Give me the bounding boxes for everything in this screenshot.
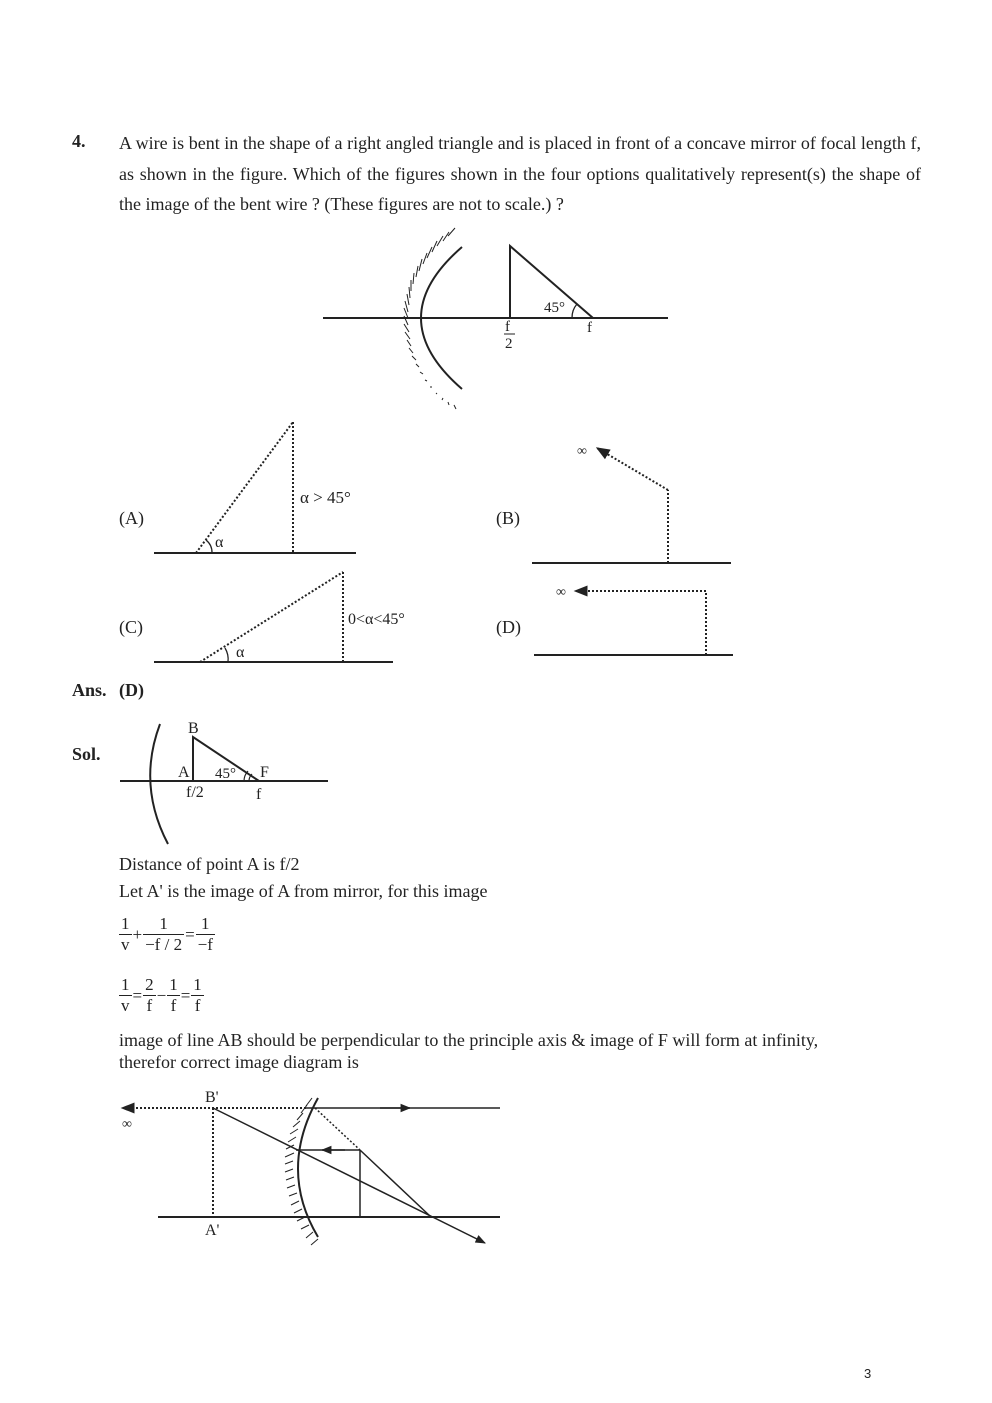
fig2-label-b-prime: B': [205, 1089, 219, 1106]
option-a-alpha: α: [215, 534, 224, 551]
angle-label: 45°: [544, 300, 565, 316]
option-c-label: (C): [119, 617, 143, 637]
option-b-infinity: ∞: [577, 444, 587, 459]
f-half-denominator: 2: [505, 336, 513, 352]
equation-2: [119, 975, 204, 1016]
sol-angle: 45°: [215, 766, 236, 782]
eq1-den-3: −f: [197, 935, 213, 954]
sol-label-f: f: [256, 786, 262, 803]
angle-arc: [572, 304, 577, 318]
eq2-den-1: v: [121, 996, 130, 1015]
solution-line-1: Distance of point A is f/2: [119, 854, 300, 874]
solution-line-2: Let A' is the image of A from mirror, for this image: [119, 881, 488, 901]
option-d-label: (D): [496, 617, 521, 637]
sol-label-a: A: [178, 764, 190, 781]
sol-label-b: B: [188, 720, 199, 737]
fig2-wire-hypotenuse: [360, 1150, 431, 1217]
eq1-plus: +: [132, 924, 143, 944]
option-a-label: (A): [119, 508, 144, 528]
eq2-minus: −: [156, 985, 167, 1005]
eq2-num-3: 1: [169, 975, 178, 994]
eq1-den-2: −f / 2: [145, 935, 183, 954]
option-d-infinity: ∞: [556, 585, 566, 600]
equation-1: [119, 914, 215, 955]
f-half-numerator: f: [505, 319, 510, 335]
answer-value: (D): [119, 680, 144, 700]
sol-label-f-half: f/2: [186, 784, 204, 801]
fig2-label-a-prime: A': [205, 1222, 220, 1239]
fig2-reflected-ray: [213, 1108, 485, 1243]
option-c-arc: [225, 648, 228, 662]
f-label: f: [587, 320, 592, 336]
eq1-num-1: 1: [121, 914, 130, 933]
sol-mirror: [150, 724, 168, 844]
eq2-num-4: 1: [193, 975, 202, 994]
eq1-num-3: 1: [196, 914, 215, 935]
sol-label-f-point: F: [260, 764, 269, 781]
eq2-equals-2: =: [180, 985, 191, 1005]
eq1-den-1: v: [121, 935, 130, 954]
option-c-alpha: α: [236, 644, 245, 661]
page-number: 3: [864, 1366, 872, 1381]
eq2-den-2: f: [146, 996, 153, 1015]
eq2-equals-1: =: [132, 985, 143, 1005]
eq2-num-2: 2: [145, 975, 154, 994]
option-a-angle-text: α > 45°: [300, 488, 351, 507]
fig2-dotted-extension: [315, 1108, 360, 1150]
eq2-num-1: 1: [121, 975, 130, 994]
option-c-hypotenuse: [200, 572, 343, 662]
answer-label: Ans.: [72, 680, 107, 700]
solution-line-3: image of line AB should be perpendicular to the principle axis & image of F will form at infinity,: [119, 1030, 819, 1050]
solution-line-4: therefor correct image diagram is: [119, 1052, 359, 1072]
fig2-mirror-hatching: [285, 1098, 318, 1245]
eq1-num-2: 1: [143, 914, 184, 935]
option-a-hypotenuse: [196, 422, 293, 553]
solution-label: Sol.: [72, 744, 101, 764]
option-b-label: (B): [496, 508, 520, 528]
option-b-ray: [597, 448, 668, 490]
question-number: 4.: [72, 131, 86, 151]
option-a-arc: [206, 540, 212, 553]
eq2-den-3: f: [170, 996, 177, 1015]
option-c-angle-text: 0<α<45°: [348, 611, 405, 628]
fig2-infinity: ∞: [122, 1117, 132, 1132]
eq2-den-4: f: [194, 996, 201, 1015]
question-text: A wire is bent in the shape of a right angled triangle and is placed in front of a concave mirror of focal length f, as shown in the figure. Which of the figures shown in the four options qualitatively represent(s) the shape of the image of the bent wire ? (These figures are not to scale.) ?: [119, 133, 921, 214]
eq1-equals: =: [185, 924, 195, 944]
